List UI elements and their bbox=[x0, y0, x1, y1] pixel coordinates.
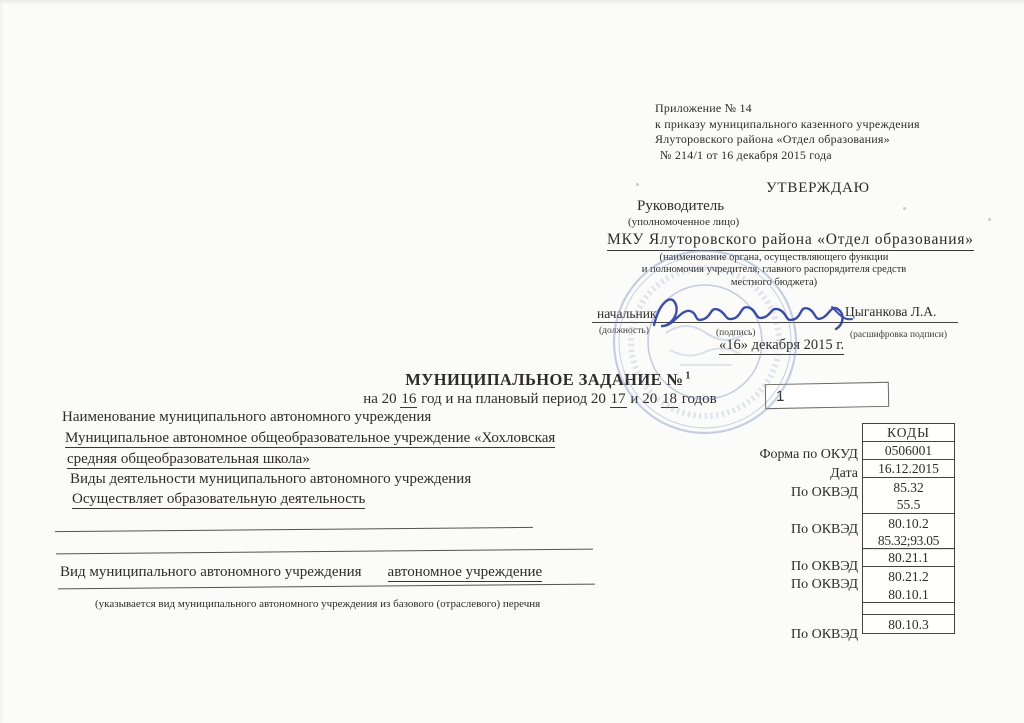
okved-code-cell: 80.21.2 80.10.1 bbox=[862, 566, 955, 603]
institution-type-label: Вид муниципального автономного учреждения bbox=[60, 564, 362, 580]
okud-code-cell: 0506001 bbox=[862, 441, 955, 460]
approver-org-note: (наименование органа, осуществляющего функции и полномочия учредителя, главного распорядителя средств местного бюджета) bbox=[641, 252, 907, 288]
institution-type-row bbox=[60, 564, 542, 581]
date-code-cell: 16.12.2015 bbox=[862, 459, 955, 478]
approval-date: «16» декабря 2015 г. bbox=[719, 337, 845, 353]
code-label-okved: По ОКВЭД bbox=[790, 577, 858, 592]
okved-code-cell: 80.10.2 85.32;93.05 bbox=[862, 513, 955, 550]
codes-table bbox=[862, 424, 955, 634]
institution-type-value: автономное учреждение bbox=[387, 564, 543, 580]
round-seal-stamp-icon bbox=[608, 245, 803, 440]
position-title: начальник bbox=[597, 306, 657, 321]
blank-fill-line bbox=[58, 584, 595, 590]
document-title: МУНИЦИПАЛЬНОЕ ЗАДАНИЕ № $^1$ bbox=[405, 370, 691, 389]
okved-code-cell: 80.10.3 bbox=[862, 614, 955, 634]
okved-code-cell: 85.32 55.5 bbox=[862, 477, 955, 514]
approver-org: МКУ Ялуторовского района «Отдел образования» bbox=[607, 231, 974, 251]
footnote-mark: 1 bbox=[685, 370, 691, 382]
appendix-line: к приказу муниципального казенного учреждения bbox=[655, 116, 920, 131]
code-label-okud: Форма по ОКУД bbox=[759, 447, 858, 462]
scan-speck bbox=[903, 207, 906, 210]
blank-fill-line bbox=[56, 549, 593, 555]
institution-name-value-line2: средняя общеобразовательная школа» bbox=[67, 451, 310, 467]
appendix-line: Ялуторовского района «Отдел образования» bbox=[655, 132, 890, 146]
code-label-okved: По ОКВЭД bbox=[790, 485, 858, 500]
year-value: 17 bbox=[610, 391, 626, 407]
institution-name-value-line1: Муниципальное автономное общеобразовательное учреждение «Хохловская bbox=[65, 430, 556, 446]
document-subtitle: на 20 16 год и на плановый период 20 17 и 20 18 годов bbox=[363, 391, 717, 407]
activity-label: Виды деятельности муниципального автономного учреждения bbox=[70, 471, 472, 487]
position-note: (должность) bbox=[599, 326, 649, 336]
approve-heading: УТВЕРЖДАЮ bbox=[766, 180, 870, 196]
blank-fill-line bbox=[55, 527, 533, 532]
appendix-line: Приложение № 14 bbox=[655, 101, 752, 115]
scan-edge-top bbox=[0, 0, 1024, 5]
code-label-okved: По ОКВЭД bbox=[790, 627, 858, 642]
scan-speck bbox=[988, 218, 991, 221]
signature-note: (подпись) bbox=[716, 328, 756, 338]
approver-role: Руководитель bbox=[637, 198, 725, 214]
approver-role-note: (уполномоченное лицо) bbox=[628, 216, 740, 228]
signer-name-note: (расшифровка подписи) bbox=[850, 330, 947, 340]
scan-speck bbox=[636, 183, 639, 186]
code-label-okved: По ОКВЭД bbox=[790, 522, 858, 537]
activity-value: Осуществляет образовательную деятельность bbox=[72, 491, 366, 507]
institution-name-label: Наименование муниципального автономного учреждения bbox=[62, 409, 432, 425]
code-label-date: Дата bbox=[830, 466, 858, 481]
codes-header-cell: КОДЫ bbox=[862, 423, 955, 442]
scan-edge-left bbox=[0, 0, 4, 723]
signer-name: Цыганкова Л.А. bbox=[845, 304, 937, 319]
task-number-box: 1 bbox=[765, 382, 889, 409]
okved-code-cell: 80.21.1 bbox=[862, 548, 955, 567]
year-value: 18 bbox=[661, 391, 677, 407]
year-value: 16 bbox=[401, 391, 417, 407]
institution-type-note: (указывается вид муниципального автономного учреждения из базового (отраслевого) перечня bbox=[95, 598, 541, 610]
appendix-line: № 214/1 от 16 декабря 2015 года bbox=[660, 147, 832, 162]
signature-scrawl bbox=[646, 283, 858, 335]
code-label-okved: По ОКВЭД bbox=[790, 559, 858, 574]
appendix-block bbox=[655, 101, 920, 163]
